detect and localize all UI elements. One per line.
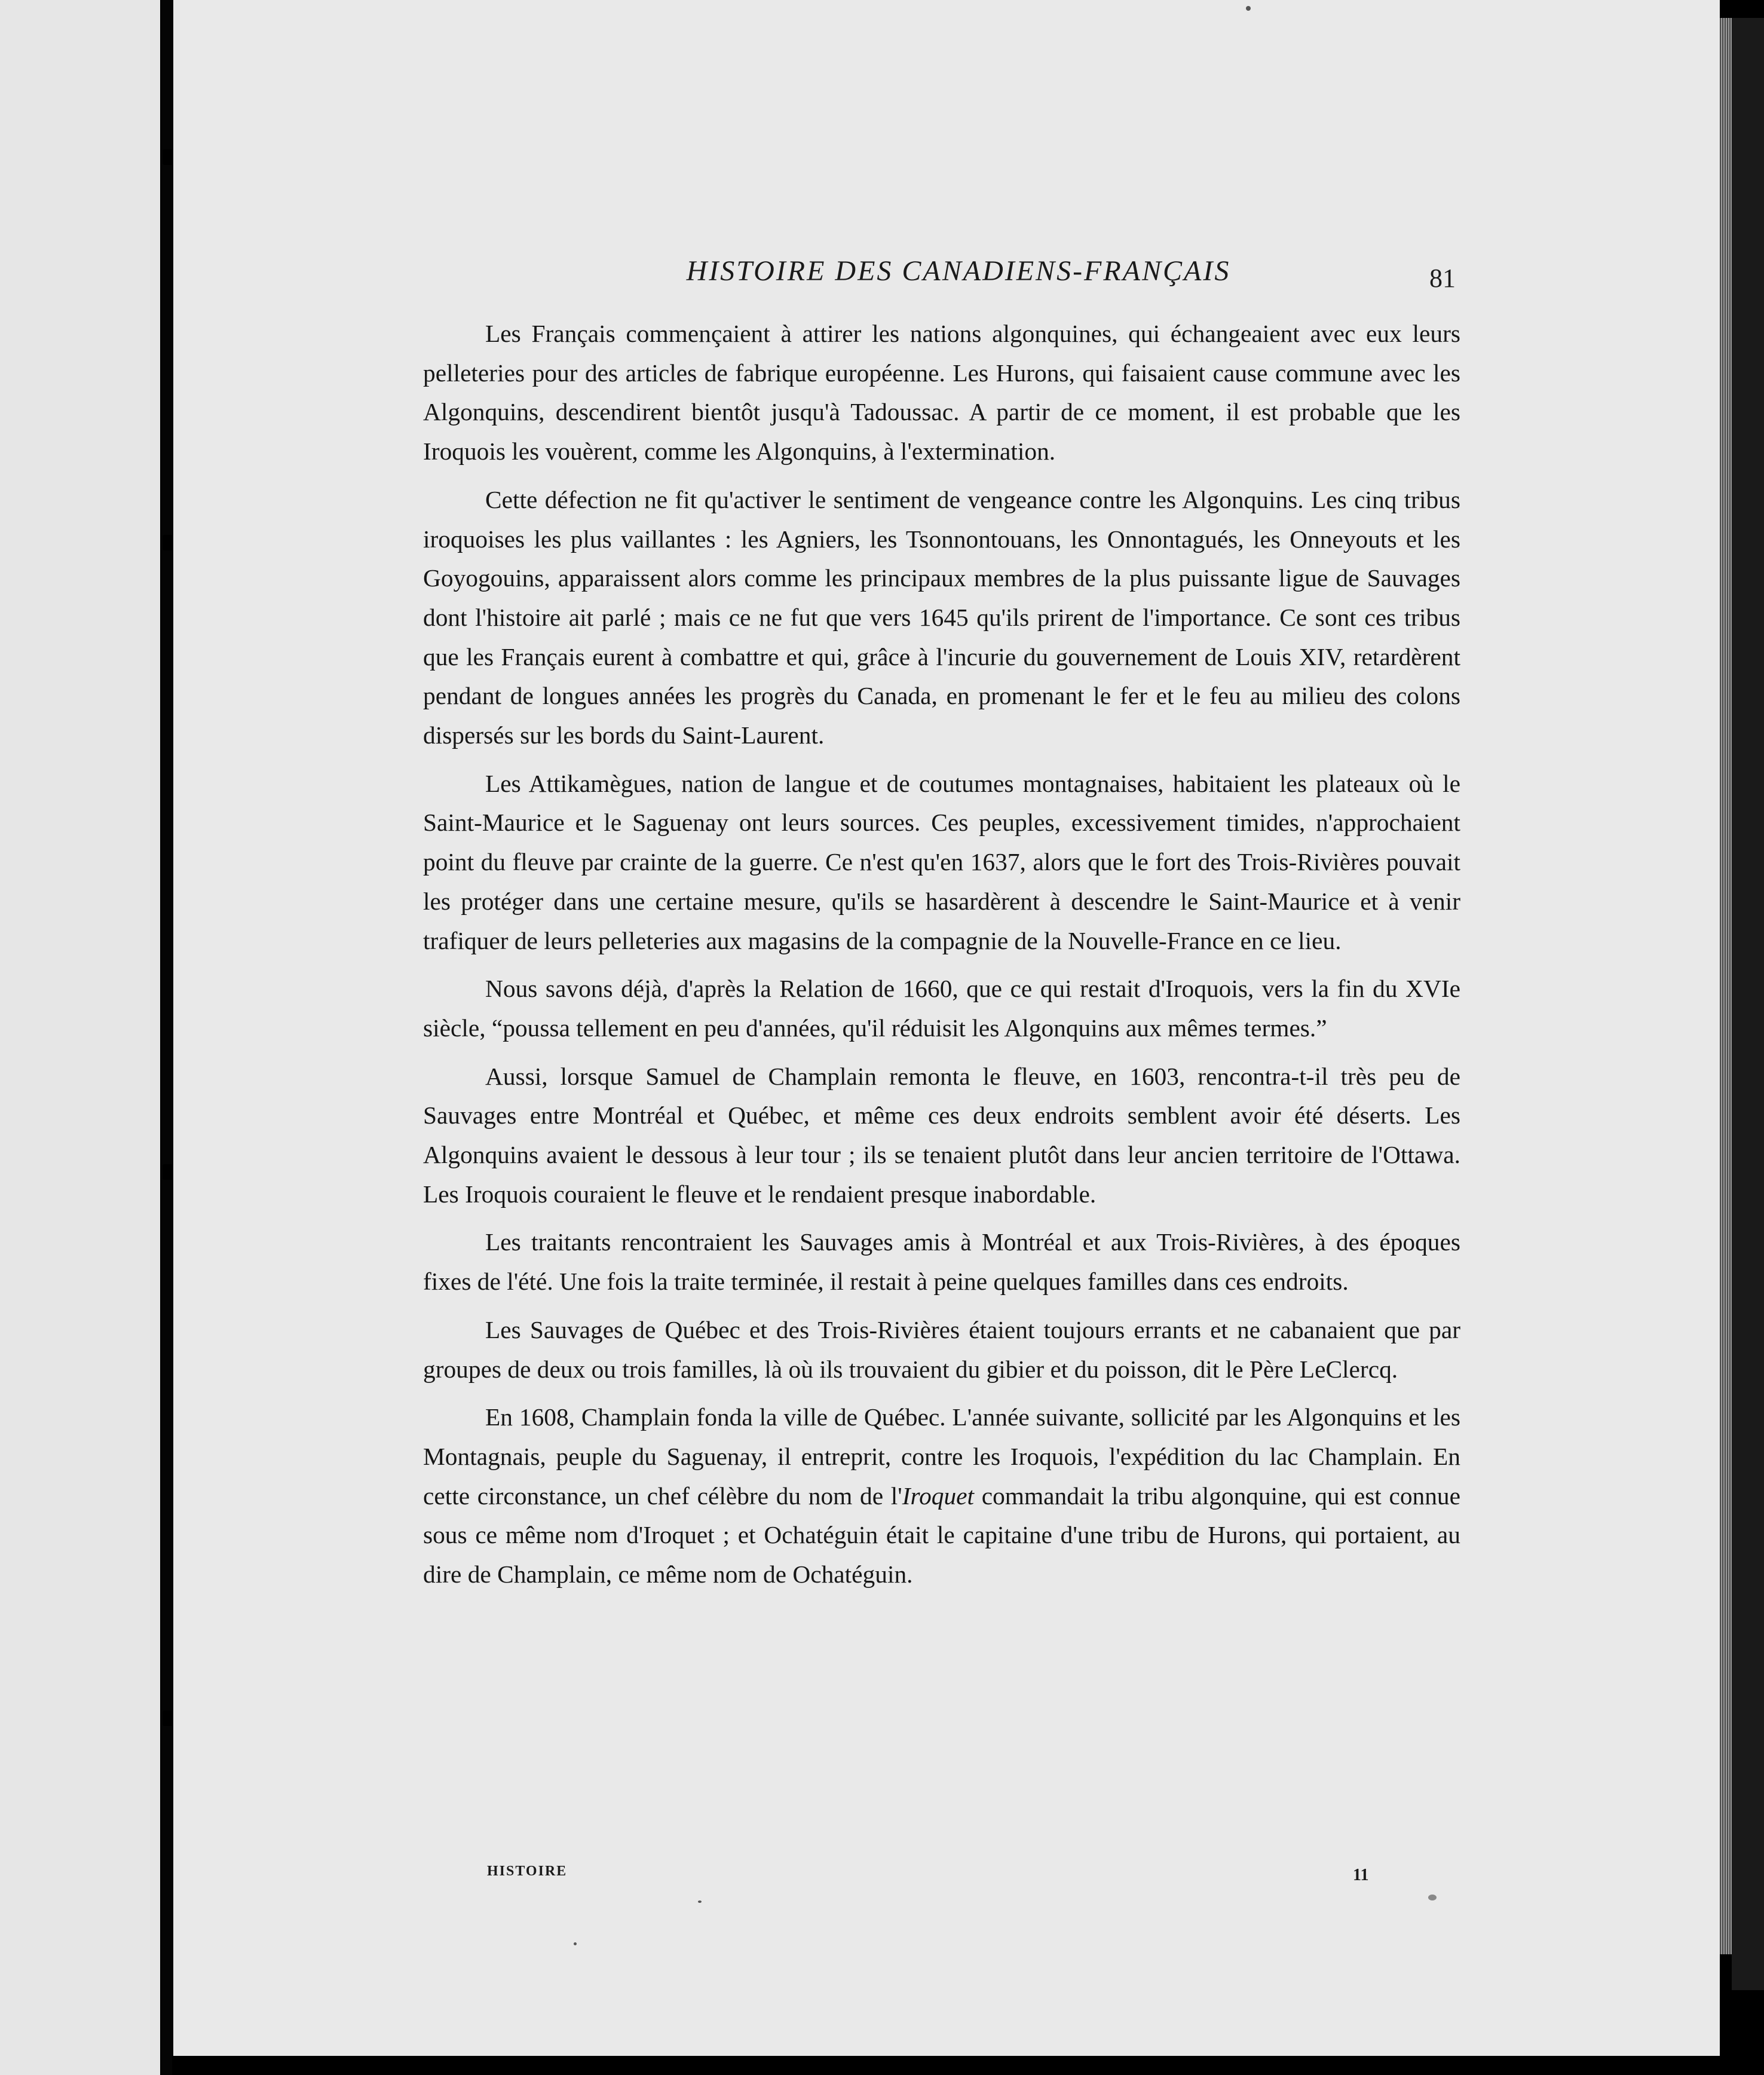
- paragraph: Les Français commençaient à attirer les nations algonquines, qui échangeaient avec eux leurs pelleteries pour des articles de fabrique européenne. Les Hurons, qui faisaient cause commune avec les Algonquins, descendirent bientôt jusqu'à Tadoussac. A partir de ce moment, il est probable que les Iroquois les vouèrent, comme les Algonquins, à l'extermination.: [423, 320, 1460, 466]
- page-number: 81: [1429, 264, 1456, 293]
- paragraph: Cette défection ne fit qu'activer le sentiment de vengeance contre les Algonquins. Les cinq tribus iroquoises les plus vaillantes : les Agniers, les Tsonnontouans, les Onnontagués, les Onneyouts et les Goyogouins, apparaissent alors comme les principaux membres de la plus puissante ligue de Sauvages dont l'histoire ait parlé ; mais ce ne fut que vers 1645 qu'ils prirent de l'importance. Ce sont ces tribus que les Français eurent à combattre et qui, grâce à l'incurie du gouvernement de Louis XIV, retardèrent pendant de longues années les progrès du Canada, en promenant le fer et le feu au milieu des colons dispersés sur les bords du Saint-Laurent.: [423, 485, 1460, 749]
- body-text: [423, 314, 1460, 1603]
- italic-name: Iroquet: [902, 1482, 975, 1510]
- paper-speck: [1428, 1895, 1437, 1900]
- paragraph-last: [423, 1398, 1460, 1594]
- paragraph: Nous savons déjà, d'après la Relation de 1660, que ce qui restait d'Iroquois, vers la fin du XVIe siècle, “poussa tellement en peu d'années, qu'il réduisit les Algonquins aux mêmes termes.”: [423, 975, 1460, 1042]
- running-head-title: HISTOIRE DES CANADIENS-FRANÇAIS: [686, 255, 1231, 287]
- paragraph-text: commandait la tribu algonquine, qui est connue sous ce même nom d'Iroquet ; et Ochatéguin était le capitaine d'une tribu de Hurons, qui portaient, au dire de Champlain, ce même nom de Ochatéguin.: [423, 1482, 1460, 1589]
- sheet-number: 11: [1353, 1866, 1369, 1884]
- signature-label: HISTOIRE: [487, 1863, 568, 1879]
- binding-stitch: [163, 1164, 174, 1180]
- paragraph: Les traitants rencontraient les Sauvages amis à Montréal et aux Trois-Rivières, à des époques fixes de l'été. Une fois la traite terminée, il restait à peine quelques familles dans ces endroits.: [423, 1228, 1460, 1296]
- paragraph: Les Sauvages de Québec et des Trois-Rivières étaient toujours errants et ne cabanaient que par groupes de deux ou trois familles, là où ils trouvaient du gibier et du poisson, dit le Père LeClercq.: [423, 1315, 1460, 1383]
- paper-speck: [698, 1900, 702, 1903]
- paper-speck: [574, 1942, 577, 1945]
- page-stack-shadow: [1732, 18, 1764, 1990]
- facing-page-edge: [0, 0, 160, 2075]
- paragraph-text: En 1608, Champlain fonda la ville de Québec. L'année suivante, sollicité par les Algonquins et les Montagnais, peuple du Saguenay, il entreprit, contre les Iroquois, l'expédition du lac Champlain. En cette circonstance, un chef célèbre du nom de l': [423, 1403, 1460, 1510]
- binding-stitch: [163, 149, 174, 165]
- binding-gutter: [161, 0, 172, 2075]
- paragraph: Aussi, lorsque Samuel de Champlain remonta le fleuve, en 1603, rencontra-t-il très peu de Sauvages entre Montréal et Québec, et même ces deux endroits semblent avoir été déserts. Les Algonquins avaient le dessous à leur tour ; ils se tenaient plutôt dans leur ancien territoire de l'Ottawa. Les Iroquois couraient le fleuve et le rendaient presque inabordable.: [423, 1062, 1460, 1208]
- paragraph: Les Attikamègues, nation de langue et de coutumes montagnaises, habitaient les plateaux où le Saint-Maurice et le Saguenay ont leurs sources. Ces peuples, excessivement timides, n'approchaient point du fleuve par crainte de la guerre. Ce n'est qu'en 1637, alors que le fort des Trois-Rivières pouvait les protéger dans une certaine mesure, qu'ils se hasardèrent à descendre le Saint-Maurice et à venir trafiquer de leurs pelleteries aux magasins de la compagnie de la Nouvelle-France en ce lieu.: [423, 769, 1460, 954]
- binding-stitch: [163, 535, 174, 550]
- binding-stitch: [163, 1710, 174, 1726]
- page-stack-edge: [1720, 18, 1732, 1954]
- paper-speck: [1246, 6, 1251, 11]
